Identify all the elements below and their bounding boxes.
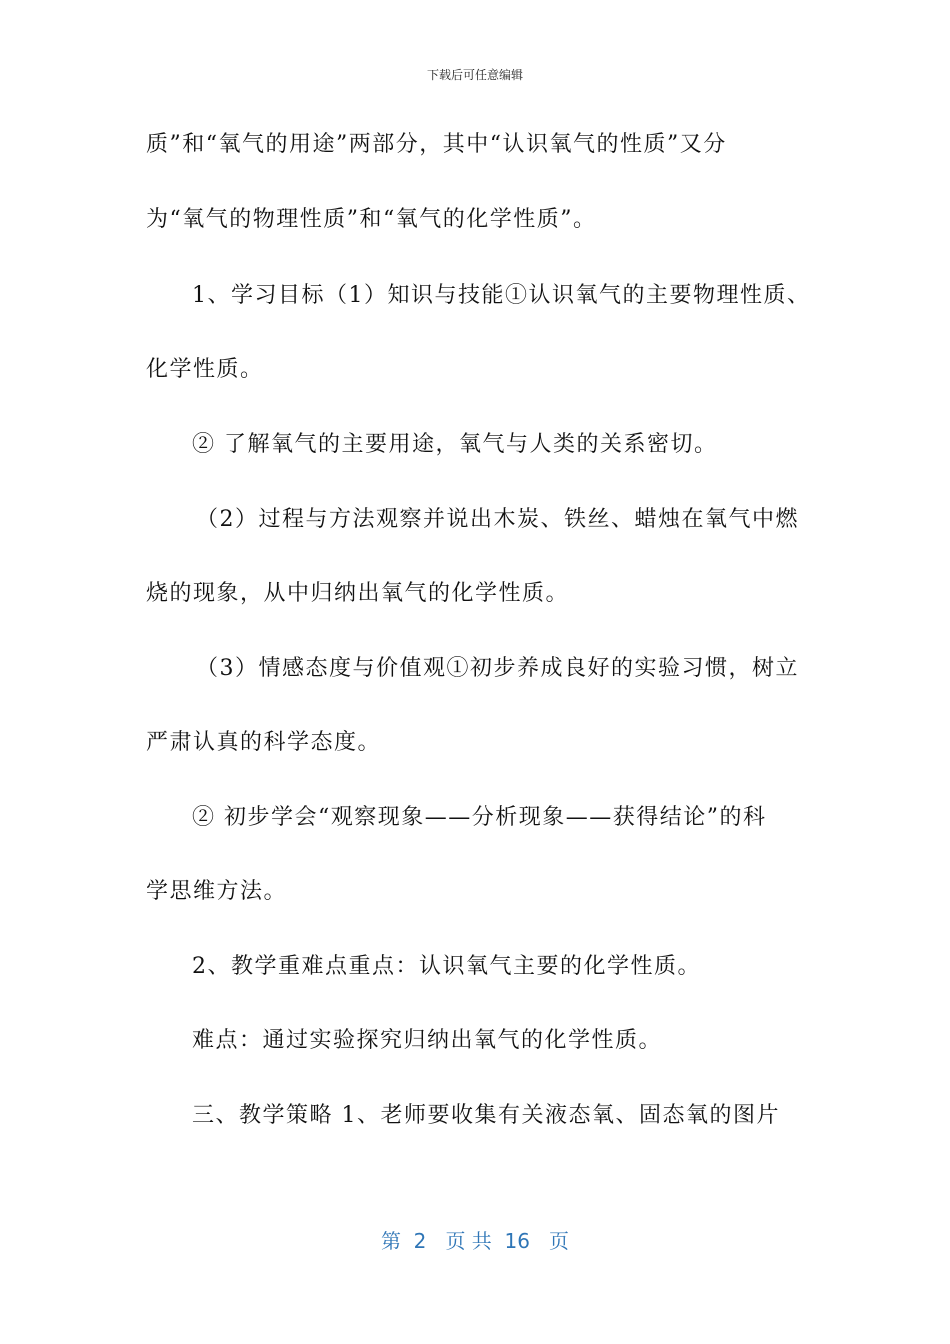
body-line: 学思维方法。 bbox=[146, 879, 288, 904]
body-line: 三、教学策略 1、老师要收集有关液态氧、固态氧的图片 bbox=[192, 1103, 780, 1128]
page-header: 下载后可任意编辑 bbox=[426, 68, 523, 82]
body-line: （2）过程与方法观察并说出木炭、铁丝、蜡烛在氧气中燃 bbox=[196, 507, 799, 532]
body-line: 烧的现象，从中归纳出氧气的化学性质。 bbox=[146, 581, 570, 606]
body-line: 严肃认真的科学态度。 bbox=[146, 730, 382, 755]
body-line: 2、教学重难点重点：认识氧气主要的化学性质。 bbox=[192, 954, 701, 979]
body-line: （3）情感态度与价值观①初步养成良好的实验习惯，树立 bbox=[196, 656, 799, 681]
body-line: 质”和“氧气的用途”两部分，其中“认识氧气的性质”又分 bbox=[146, 132, 727, 157]
body-line: 难点：通过实验探究归纳出氧气的化学性质。 bbox=[192, 1028, 663, 1053]
body-line: ② 初步学会“观察现象——分析现象——获得结论”的科 bbox=[192, 805, 767, 830]
body-line: ② 了解氧气的主要用途，氧气与人类的关系密切。 bbox=[192, 432, 718, 457]
page-footer: 第 2 页 共 16 页 bbox=[380, 1229, 570, 1253]
body-line: 1、学习目标（1）知识与技能①认识氧气的主要物理性质、 bbox=[192, 283, 811, 308]
body-line: 为“氧气的物理性质”和“氧气的化学性质”。 bbox=[146, 207, 597, 232]
body-line: 化学性质。 bbox=[146, 357, 264, 382]
